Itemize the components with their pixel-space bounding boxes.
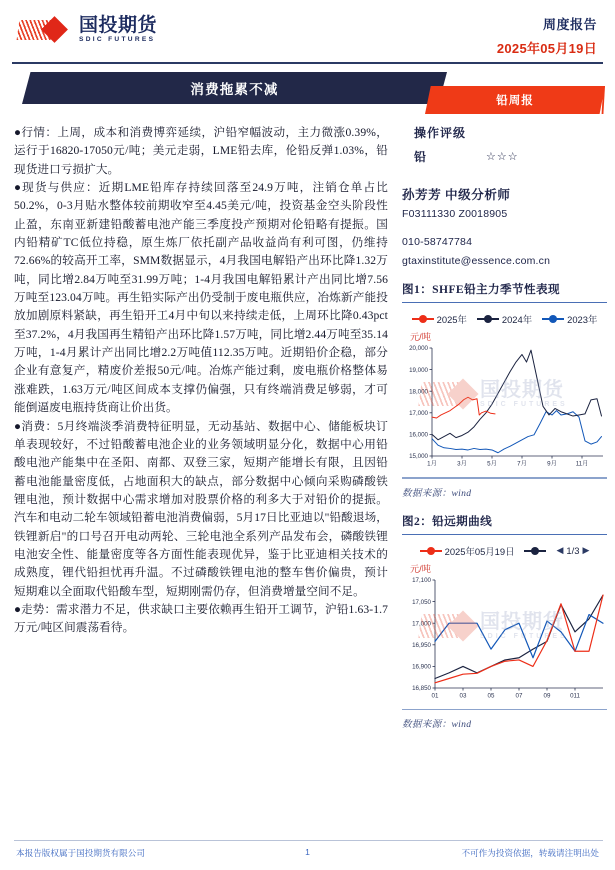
logo-company-name-en: SDIC FUTURES — [79, 36, 156, 44]
report-title: 消费拖累不减 — [190, 82, 279, 97]
svg-text:17,000: 17,000 — [409, 410, 428, 418]
logo-company-name-cn: 国投期货 — [79, 15, 158, 37]
sidebar — [402, 124, 607, 730]
pager-next-icon[interactable]: ▶ — [582, 545, 590, 556]
pager-count-label: 1/3 — [566, 545, 580, 557]
paragraph-spot-supply: ●现货与供应：近期LME铅库存持续回落至24.9万吨，注销仓单占比50.2%，0-3月贴水整体较前期收窄至4.45美元/吨，投资基金空头阶段性止盈，东南亚新建铅酸蓄电池产能三季度投产预期对伦铅略有提振。国内铅精矿TC低位持稳，原生炼厂依托副产品收益尚有利可图，仍维持72.66%的较高开工率，SMM数据显示，4月我国电解铅产出环比降1.32万吨，同比增2.84万吨至31.99万吨；1-4月我国电解铅累计产出同比增7.56万吨至123.04万吨。再生铅实际产出仍受制于废电瓶供应，冶炼新产能投放加剧原料紧缺，再生铅开工4月中旬以来持续走低，上周环比降0.43pct至37.2%，4月我国再生精铅产出环比降1.57万吨，同比增2.44万吨至35.14万吨，1-4月累计产出同比增2.2万吨值112.35万吨。近期铅价企稳，部分企业有意复产，精废价差报50元/吨。冶炼产能过剩，废电瓶价格整体易涨难跌，1.63万元/吨区间成本支撑仍偏强，只有终端消费足够弱，才可能倒逼废电瓶持货商让价出货。 — [14, 181, 388, 415]
svg-text:9月: 9月 — [547, 460, 557, 468]
analyst-license-id: F03111330 Z0018905 — [402, 208, 508, 220]
footer-page-number: 1 — [305, 847, 310, 857]
header-divider — [12, 62, 603, 64]
company-logo — [18, 16, 157, 44]
figure-2-source: 数据来源：wind — [402, 719, 472, 731]
svg-text:19,000: 19,000 — [409, 367, 428, 375]
figure-1 — [402, 281, 607, 499]
legend-swatch-2025-icon — [412, 315, 434, 324]
legend-label-current-date: 2025年05月19日 — [444, 545, 515, 557]
svg-text:16,900: 16,900 — [412, 663, 431, 671]
legend-swatch-2024-icon — [477, 315, 499, 324]
svg-text:16,950: 16,950 — [412, 641, 431, 649]
figure-2-divider — [402, 534, 607, 535]
svg-text:03: 03 — [459, 692, 467, 700]
svg-text:17,000: 17,000 — [412, 620, 431, 628]
watermark-text-cn: 国投期货 — [480, 379, 564, 402]
page-header — [0, 0, 615, 66]
svg-text:16,000: 16,000 — [409, 431, 428, 439]
legend-item-2024[interactable] — [477, 312, 532, 326]
svg-text:09: 09 — [543, 692, 551, 700]
figure-2-title: 图2：铅远期曲线 — [402, 514, 493, 528]
figure-1-divider — [402, 302, 607, 303]
watermark-text-en: SDIC FUTURES — [480, 632, 568, 640]
figure-2-plot — [402, 576, 607, 704]
report-date-label: 2025年05月19日 — [496, 41, 597, 56]
analyst-name: 孙芳芳 中级分析师 — [402, 188, 511, 202]
figure-2-legend — [402, 544, 607, 558]
header-meta — [497, 14, 597, 57]
legend-swatch-2023-icon — [542, 315, 564, 324]
legend-label-2024: 2024年 — [501, 314, 533, 326]
paragraph-outlook: ●走势：需求潜力不足，供求缺口主要依赖再生铅开工调节，沪铅1.63-1.7万元/吨区间震荡看待。 — [14, 602, 388, 635]
figure-1-plot — [402, 344, 607, 472]
svg-text:7月: 7月 — [517, 460, 527, 468]
footer-disclaimer: 不可作为投资依据，转载请注明出处 — [461, 848, 599, 858]
pager-prev-icon[interactable]: ◀ — [556, 545, 564, 556]
title-banner — [0, 72, 615, 114]
svg-text:15,000: 15,000 — [409, 453, 428, 461]
paragraph-market: ●行情：上周，成本和消费博弈延续，沪铅窄幅波动，主力微涨0.39%，运行于16820-17050元/吨；美元走弱，LME铅去库，伦铅反弹1.03%，铅现货进口亏损扩大。 — [14, 126, 388, 176]
svg-text:05: 05 — [487, 692, 495, 700]
svg-text:16,850: 16,850 — [412, 685, 431, 693]
report-category-tag: 铅周报 — [496, 95, 534, 107]
legend-item-2023[interactable] — [542, 312, 597, 326]
figure-1-source-divider — [402, 477, 607, 478]
figure-2-source-divider — [402, 709, 607, 710]
svg-text:01: 01 — [431, 692, 439, 700]
figure-1-unit-label: 元/吨 — [410, 332, 431, 343]
logo-text — [79, 16, 157, 44]
analyst-email: gtaxinstitute@essence.com.cn — [402, 255, 551, 267]
watermark-text-cn: 国投期货 — [480, 610, 564, 633]
legend-item-prior[interactable] — [524, 546, 546, 555]
paragraph-consumption: ●消费：5月终端淡季消费特征明显，无动基站、数据中心、储能板块订单表现较好，不过铅酸蓄电池企业的业务领域明显分化，数据中心用铅酸电池产能集中在圣阳、南都、双登三家，短期产能增长有限，且因铅蓄电池能量密度低，占地面积大的缺点，部分数据中心倾向采购磷酸铁锂电池，预计数据中心需求增加对股票价格的利多大于对铅价的提振。汽车和电动二轮车领域铅蓄电池消费偏弱，5月17日比亚迪以"铅酸退场，铁锂新启"的口号召开电动两轮、三轮电池全系列产品发布会，磷酸铁锂电池安全性、能量密度等各方面性能表现优异，鉴于比亚迪相关技术的成熟度，锂代铅担忧再升温。不过磷酸铁锂电池的整车售价偏贵，预计短期难以全面取代铅酸车型，短期刚需仍存，但消费增量空间不足。 — [14, 419, 388, 598]
legend-item-2025[interactable] — [412, 312, 467, 326]
figure-1-source: 数据来源：wind — [402, 487, 472, 499]
svg-text:5月: 5月 — [487, 460, 497, 468]
logo-mark-icon — [18, 16, 74, 44]
legend-swatch-prior-icon — [524, 546, 546, 555]
rating-stars-icon: ☆☆☆ — [486, 151, 519, 163]
legend-swatch-current-icon — [420, 546, 442, 555]
svg-text:17,050: 17,050 — [412, 598, 431, 606]
figure-2-pager[interactable] — [556, 545, 589, 556]
svg-text:11月: 11月 — [575, 460, 589, 468]
footer-divider — [14, 840, 603, 841]
legend-label-2025: 2025年 — [436, 314, 467, 326]
figure-2 — [402, 513, 607, 731]
legend-label-2023: 2023年 — [567, 314, 598, 326]
rating-row — [414, 148, 607, 165]
article-body — [14, 124, 388, 638]
svg-text:011: 011 — [570, 692, 580, 700]
svg-text:17,100: 17,100 — [412, 577, 431, 585]
svg-text:20,000: 20,000 — [409, 345, 428, 353]
rating-section-title: 操作评级 — [414, 126, 467, 140]
figure-2-svg — [402, 576, 607, 702]
watermark-text-en: SDIC FUTURES — [480, 401, 568, 409]
svg-text:18,000: 18,000 — [409, 388, 428, 396]
page-footer — [0, 840, 615, 862]
svg-text:1月: 1月 — [427, 460, 437, 468]
figure-1-title: 图1：SHFE铅主力季节性表现 — [402, 283, 561, 296]
svg-text:3月: 3月 — [457, 460, 467, 468]
analyst-phone: 010-58747784 — [402, 236, 473, 248]
figure-2-unit-label: 元/吨 — [410, 563, 431, 574]
report-type-label: 周度报告 — [542, 17, 597, 32]
rating-metal-label: 铅 — [414, 150, 427, 164]
legend-item-current-date[interactable] — [420, 544, 515, 558]
figure-1-legend — [402, 312, 607, 326]
footer-copyright: 本报告版权属于国投期货有限公司 — [16, 848, 145, 858]
svg-text:07: 07 — [515, 692, 523, 700]
figure-1-svg — [402, 344, 607, 470]
